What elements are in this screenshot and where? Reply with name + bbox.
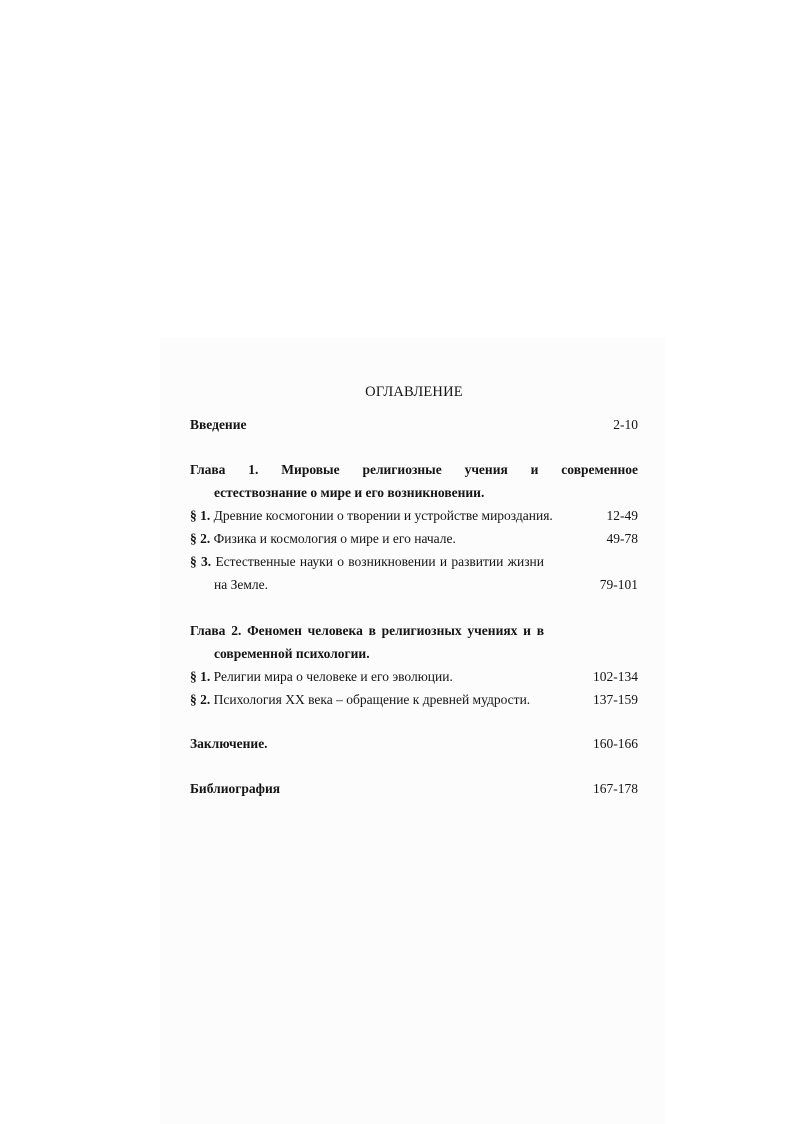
toc-entry-pages: 12-49	[606, 508, 638, 523]
section-number: § 2.	[190, 692, 211, 707]
scanned-page-area	[160, 338, 665, 1124]
toc-entry-label: Библиография	[190, 781, 281, 796]
section-label	[190, 689, 530, 711]
chapter-1-heading-cont	[190, 482, 638, 504]
section-title: Психология XX века – обращение к древней мудрости.	[213, 692, 531, 707]
toc-entry-ch1-sec1	[190, 505, 638, 527]
section-title: Религии мира о человеке и его эволюции.	[213, 669, 453, 684]
section-number: § 2.	[190, 531, 211, 546]
toc-entry-label: Введение	[190, 417, 247, 432]
section-title: Физика и космология о мире и его начале.	[213, 531, 456, 546]
section-number: § 3.	[190, 554, 212, 569]
toc-entry-ch1-sec3	[190, 551, 544, 573]
section-label	[190, 505, 553, 527]
toc-entry-pages: 137-159	[593, 692, 638, 707]
chapter-2-heading: Глава 2. Феномен человека в религиозных учениях и в	[190, 623, 544, 638]
toc-entry-label: Заключение.	[190, 736, 268, 751]
section-label	[190, 666, 453, 688]
toc-entry-pages: 102-134	[593, 669, 638, 684]
section-title: Естественные науки о возникновении и развитии жизни	[215, 554, 544, 569]
toc-entry-conclusion	[190, 733, 638, 755]
section-number: § 1.	[190, 508, 211, 523]
toc-entry-pages: 79-101	[599, 577, 638, 592]
section-number: § 1.	[190, 669, 211, 684]
chapter-1-heading-line2: естествознание о мире и его возникновении.	[214, 485, 485, 500]
toc-entry-bibliography	[190, 778, 638, 800]
chapter-2-heading-line2: современной психологии.	[214, 646, 370, 661]
chapter-1-heading: Глава 1. Мировые религиозные учения и современное	[190, 462, 638, 477]
toc-entry-pages: 2-10	[613, 417, 638, 432]
toc-entry-pages: 49-78	[606, 531, 638, 546]
toc-entry-pages: 167-178	[593, 781, 638, 796]
toc-entry-ch1-sec3-cont	[190, 574, 638, 596]
toc-entry-ch2-sec1	[190, 666, 638, 688]
section-label	[190, 528, 456, 550]
chapter-2-heading-cont	[190, 643, 638, 665]
toc-entry-ch1-sec2	[190, 528, 638, 550]
toc-entry-pages: 160-166	[593, 736, 638, 751]
page-title: ОГЛАВЛЕНИЕ	[365, 384, 463, 400]
section-label	[190, 551, 544, 573]
section-title: Древние космогонии о творении и устройстве мироздания.	[213, 508, 553, 523]
toc-entry-introduction	[190, 414, 638, 436]
toc-entry-ch2-sec2	[190, 689, 638, 711]
section-title-cont: на Земле.	[214, 577, 268, 592]
